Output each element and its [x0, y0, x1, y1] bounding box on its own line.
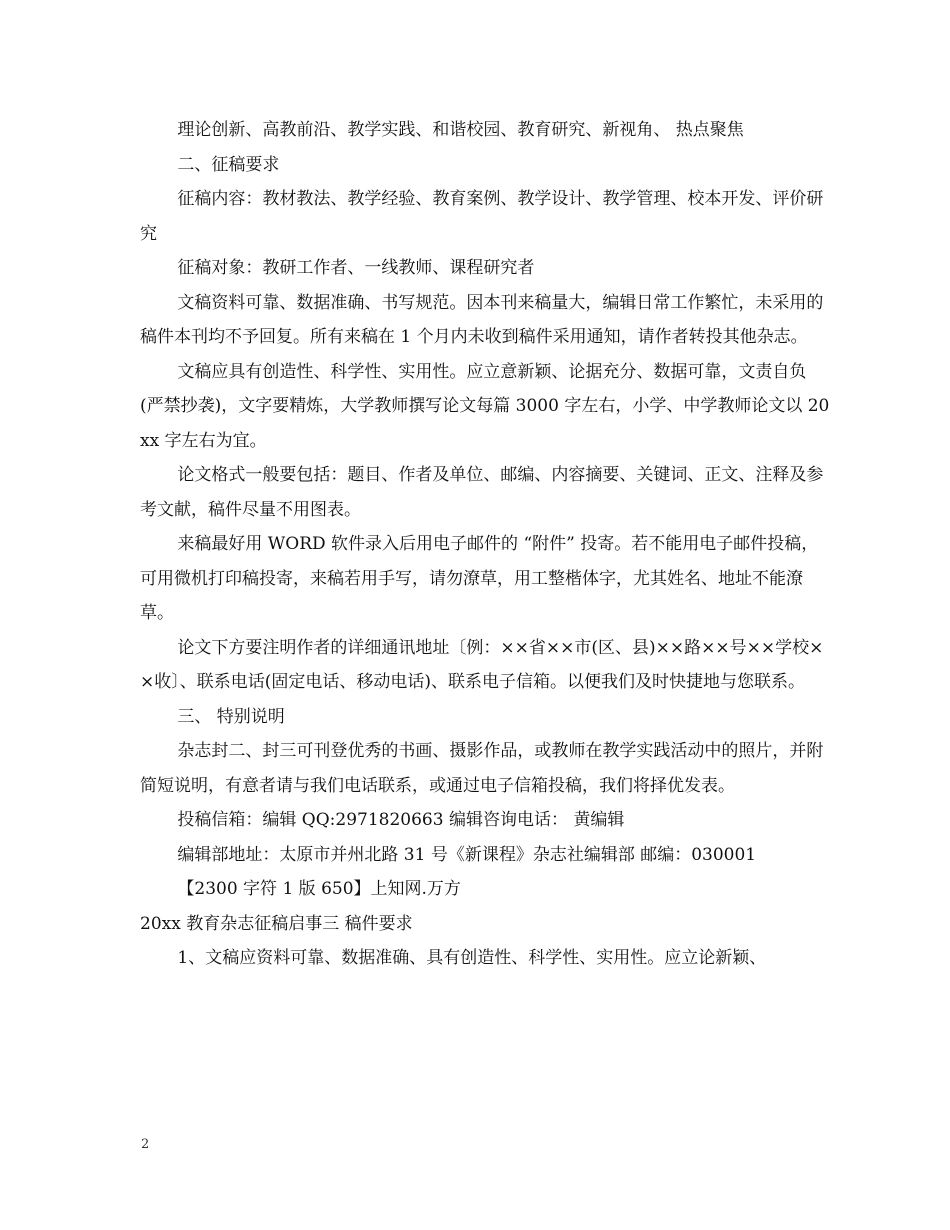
paragraph-manuscript-quality: 文稿应具有创造性、科学性、实用性。应立意新颖、论据充分、数据可靠，文责自负(严禁抄袭)，文字要精炼，大学教师撰写论文每篇 3000 字左右，小学、中学教师论文以 20xx 字左右为宜。 — [140, 361, 830, 451]
paragraph-character-count-note: 【2300 字符 1 版 650】上知网.万方 — [177, 879, 461, 899]
heading-notice-three: 20xx 教育杂志征稿启事三 稿件要求 — [140, 913, 413, 934]
paragraph-cover-artwork: 杂志封二、封三可刊登优秀的书画、摄影作品，或教师在教学实践活动中的照片，并附简短说明，有意者请与我们电话联系，或通过电子信箱投稿，我们将择优发表。 — [140, 741, 824, 796]
paragraph-submission-mailbox: 投稿信箱：编辑 QQ:2971820663 编辑咨询电话： 黄编辑 — [177, 810, 625, 830]
heading-submission-requirements: 二、征稿要求 — [177, 154, 280, 175]
heading-special-notes: 三、 特别说明 — [177, 706, 285, 727]
paragraph-manuscript-reliability: 文稿资料可靠、数据准确、书写规范。因本刊来稿量大，编辑日常工作繁忙，未采用的稿件本刊均不予回复。所有来稿在 1 个月内未收到稿件采用通知，请作者转投其他杂志。 — [140, 292, 824, 347]
paragraph-submission-content: 征稿内容：教材教法、教学经验、教育案例、教学设计、教学管理、校本开发、评价研究 — [140, 189, 824, 244]
page-number: 2 — [141, 1137, 150, 1152]
paragraph-columns-list: 理论创新、高教前沿、教学实践、和谐校园、教育研究、新视角、 热点聚焦 — [177, 120, 744, 140]
paragraph-contact-details: 论文下方要注明作者的详细通讯地址〔例：××省××市(区、县)××路××号××学校××收〕、联系电话(固定电话、移动电话)、联系电子信箱。以便我们及时快捷地与您联系。 — [140, 637, 824, 692]
document-body — [140, 113, 830, 976]
paragraph-paper-format: 论文格式一般要包括：题目、作者及单位、邮编、内容摘要、关键词、正文、注释及参考文献，稿件尽量不用图表。 — [140, 465, 824, 520]
paragraph-submission-audience: 征稿对象：教研工作者、一线教师、课程研究者 — [177, 258, 535, 278]
paragraph-submission-method: 来稿最好用 WORD 软件录入后用电子邮件的 “附件” 投寄。若不能用电子邮件投稿，可用微机打印稿投寄，来稿若用手写，请勿潦草，用工整楷体字，尤其姓名、地址不能潦草。 — [140, 534, 819, 623]
paragraph-editorial-address: 编辑部地址：太原市并州北路 31 号《新课程》杂志社编辑部 邮编：030001 — [177, 844, 757, 865]
paragraph-requirement-one: 1、文稿应资料可靠、数据准确、具有创造性、科学性、实用性。应立论新颖、 — [177, 948, 767, 968]
